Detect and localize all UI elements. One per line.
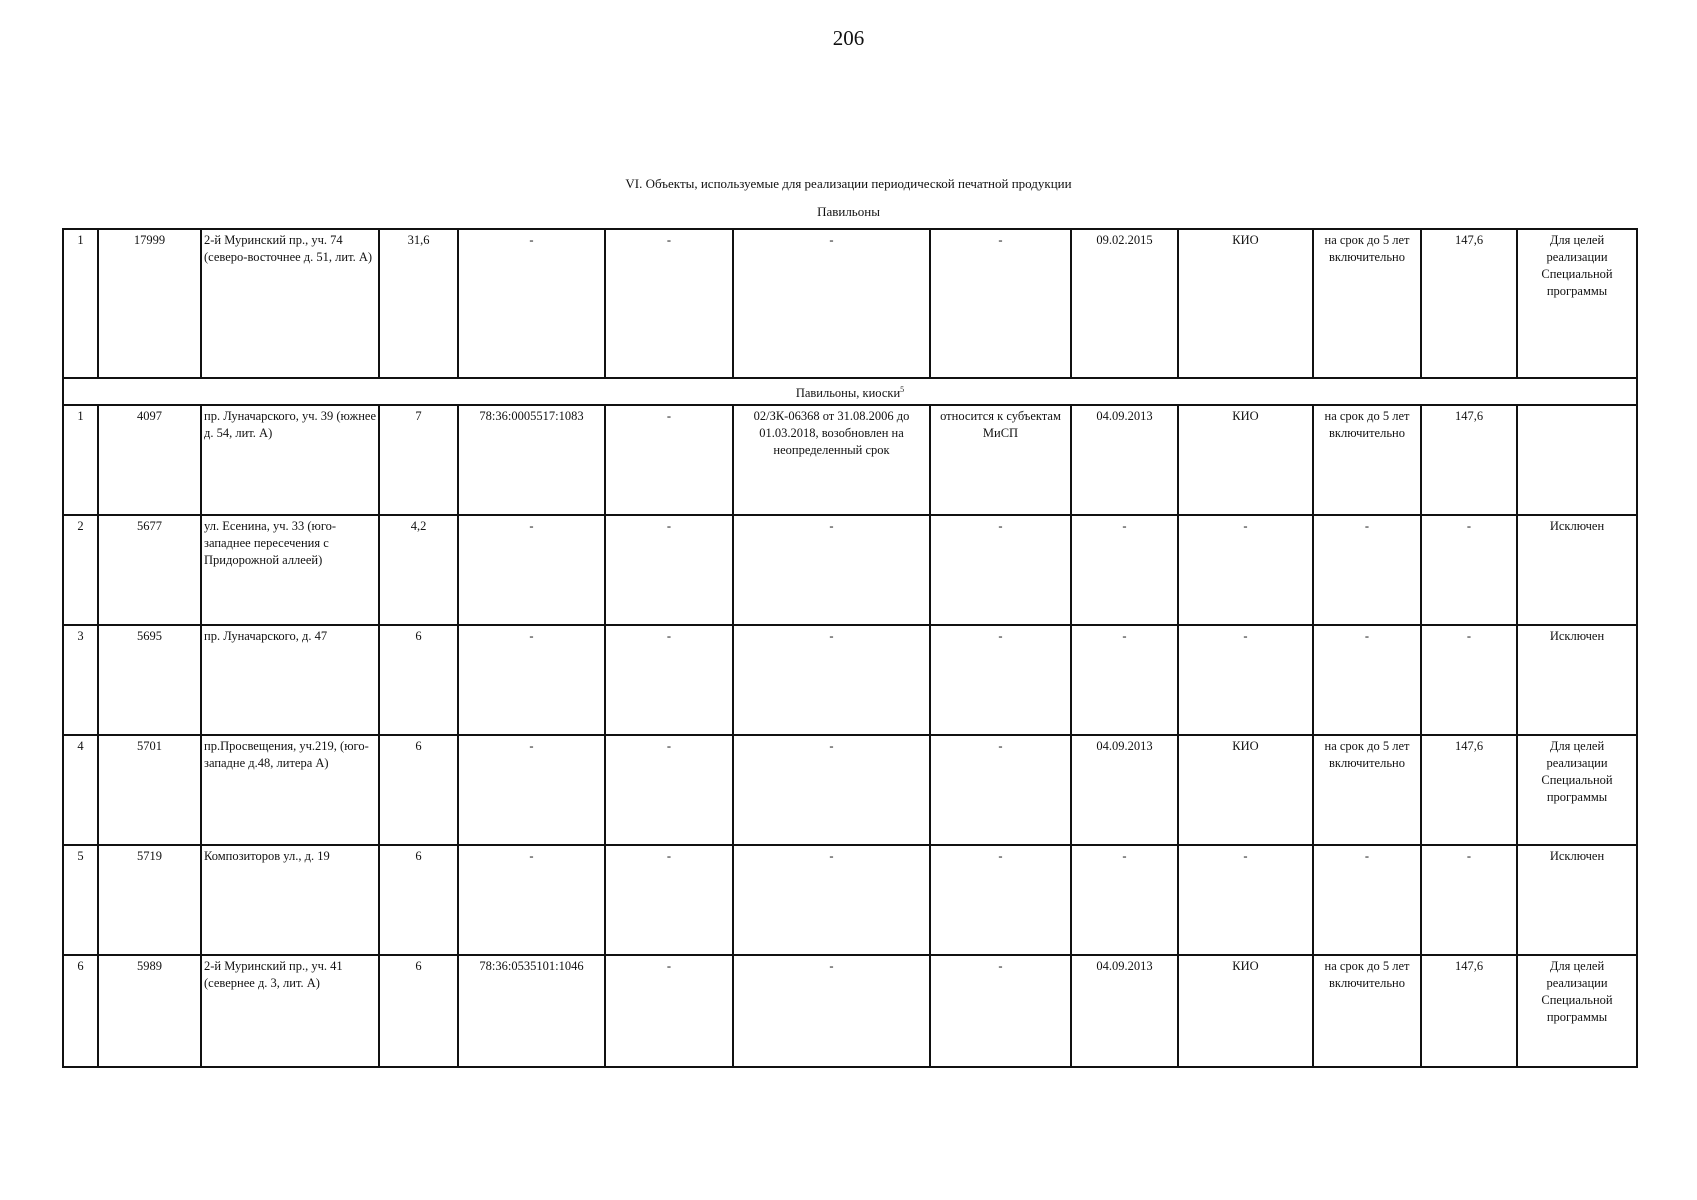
table-row xyxy=(63,625,1637,735)
lease-contract-cell: - xyxy=(733,625,930,735)
address-cell: пр.Просвещения, уч.219, (юго-западне д.48, литера А) xyxy=(201,735,379,845)
area-cell: 7 xyxy=(379,405,458,515)
inclusion-date-cell: 09.02.2015 xyxy=(1071,229,1178,378)
cadastral-number-cell: - xyxy=(458,845,605,955)
table-row xyxy=(63,229,1637,378)
row-number-cell: 2 xyxy=(63,515,98,625)
lease-contract-cell: 02/ЗК-06368 от 31.08.2006 до 01.03.2018, возобновлен на неопределенный срок xyxy=(733,405,930,515)
cadastral-number-cell: - xyxy=(458,229,605,378)
area-cell: 4,2 xyxy=(379,515,458,625)
lease-term-cell: на срок до 5 лет включительно xyxy=(1313,229,1421,378)
inclusion-date-cell: 04.09.2013 xyxy=(1071,955,1178,1067)
note-cell: Исключен xyxy=(1517,515,1637,625)
object-id-cell: 5677 xyxy=(98,515,201,625)
lease-term-cell: на срок до 5 лет включительно xyxy=(1313,405,1421,515)
note-cell xyxy=(1517,405,1637,515)
lease-contract-cell: - xyxy=(733,955,930,1067)
group-header-label: Павильоны, киоски xyxy=(795,386,901,401)
smb-status-cell: - xyxy=(930,735,1071,845)
authority-cell: - xyxy=(1178,845,1313,955)
authority-cell: КИО xyxy=(1178,405,1313,515)
row-number-cell: 1 xyxy=(63,405,98,515)
cadastral-number-cell: 78:36:0535101:1046 xyxy=(458,955,605,1067)
smb-status-cell: - xyxy=(930,955,1071,1067)
address-cell: ул. Есенина, уч. 33 (юго-западнее пересечения с Придорожной аллеей) xyxy=(201,515,379,625)
reserved-cell: - xyxy=(605,955,733,1067)
lease-term-cell: на срок до 5 лет включительно xyxy=(1313,735,1421,845)
object-id-cell: 5719 xyxy=(98,845,201,955)
reserved-cell: - xyxy=(605,405,733,515)
inclusion-date-cell: 04.09.2013 xyxy=(1071,735,1178,845)
smb-status-cell: - xyxy=(930,229,1071,378)
smb-status-cell: - xyxy=(930,845,1071,955)
rate-cell: 147,6 xyxy=(1421,735,1517,845)
pavilions-section xyxy=(63,229,1637,378)
lease-contract-cell: - xyxy=(733,229,930,378)
smb-status-cell: - xyxy=(930,515,1071,625)
note-cell: Исключен xyxy=(1517,845,1637,955)
object-id-cell: 5695 xyxy=(98,625,201,735)
rate-cell: 147,6 xyxy=(1421,955,1517,1067)
authority-cell: КИО xyxy=(1178,955,1313,1067)
row-number-cell: 6 xyxy=(63,955,98,1067)
area-cell: 6 xyxy=(379,625,458,735)
page-number: 206 xyxy=(832,26,865,50)
note-cell: Для целей реализации Специальной программы xyxy=(1517,955,1637,1067)
rate-cell: - xyxy=(1421,845,1517,955)
reserved-cell: - xyxy=(605,845,733,955)
table-row xyxy=(63,955,1637,1067)
rate-cell: - xyxy=(1421,625,1517,735)
object-id-cell: 4097 xyxy=(98,405,201,515)
lease-term-cell: - xyxy=(1313,515,1421,625)
object-id-cell: 17999 xyxy=(98,229,201,378)
rate-cell: 147,6 xyxy=(1421,405,1517,515)
inclusion-date-cell: 04.09.2013 xyxy=(1071,405,1178,515)
lease-term-cell: - xyxy=(1313,625,1421,735)
authority-cell: КИО xyxy=(1178,735,1313,845)
cadastral-number-cell: 78:36:0005517:1083 xyxy=(458,405,605,515)
table-row xyxy=(63,845,1637,955)
cadastral-number-cell: - xyxy=(458,625,605,735)
smb-status-cell: относится к субъектам МиСП xyxy=(930,405,1071,515)
row-number-cell: 5 xyxy=(63,845,98,955)
area-cell: 6 xyxy=(379,955,458,1067)
kiosks-header-section xyxy=(63,378,1637,405)
group-header-cell xyxy=(63,378,1637,405)
inclusion-date-cell: - xyxy=(1071,515,1178,625)
address-cell: Композиторов ул., д. 19 xyxy=(201,845,379,955)
group-header-row xyxy=(63,378,1637,405)
note-cell: Для целей реализации Специальной программы xyxy=(1517,735,1637,845)
inclusion-date-cell: - xyxy=(1071,625,1178,735)
area-cell: 6 xyxy=(379,735,458,845)
footnote-marker: 5 xyxy=(900,385,905,394)
reserved-cell: - xyxy=(605,735,733,845)
table-row xyxy=(63,405,1637,515)
reserved-cell: - xyxy=(605,625,733,735)
objects-table xyxy=(62,228,1638,1068)
inclusion-date-cell: - xyxy=(1071,845,1178,955)
table-row xyxy=(63,515,1637,625)
table-row xyxy=(63,735,1637,845)
row-number-cell: 3 xyxy=(63,625,98,735)
note-cell: Для целей реализации Специальной программы xyxy=(1517,229,1637,378)
section-title: VI. Объекты, используемые для реализации периодической печатной продукции xyxy=(625,176,1072,191)
lease-term-cell: - xyxy=(1313,845,1421,955)
lease-contract-cell: - xyxy=(733,845,930,955)
authority-cell: КИО xyxy=(1178,229,1313,378)
address-cell: 2-й Муринский пр., уч. 74 (северо-восточнее д. 51, лит. А) xyxy=(201,229,379,378)
kiosks-section xyxy=(63,405,1637,1067)
authority-cell: - xyxy=(1178,515,1313,625)
row-number-cell: 1 xyxy=(63,229,98,378)
area-cell: 31,6 xyxy=(379,229,458,378)
address-cell: 2-й Муринский пр., уч. 41 (севернее д. 3, лит. А) xyxy=(201,955,379,1067)
cadastral-number-cell: - xyxy=(458,515,605,625)
address-cell: пр. Луначарского, д. 47 xyxy=(201,625,379,735)
lease-contract-cell: - xyxy=(733,735,930,845)
smb-status-cell: - xyxy=(930,625,1071,735)
area-cell: 6 xyxy=(379,845,458,955)
reserved-cell: - xyxy=(605,515,733,625)
rate-cell: 147,6 xyxy=(1421,229,1517,378)
rate-cell: - xyxy=(1421,515,1517,625)
subsection-title: Павильоны xyxy=(817,204,880,219)
note-cell: Исключен xyxy=(1517,625,1637,735)
authority-cell: - xyxy=(1178,625,1313,735)
address-cell: пр. Луначарского, уч. 39 (южнее д. 54, лит. А) xyxy=(201,405,379,515)
lease-term-cell: на срок до 5 лет включительно xyxy=(1313,955,1421,1067)
reserved-cell: - xyxy=(605,229,733,378)
object-id-cell: 5701 xyxy=(98,735,201,845)
lease-contract-cell: - xyxy=(733,515,930,625)
cadastral-number-cell: - xyxy=(458,735,605,845)
row-number-cell: 4 xyxy=(63,735,98,845)
object-id-cell: 5989 xyxy=(98,955,201,1067)
